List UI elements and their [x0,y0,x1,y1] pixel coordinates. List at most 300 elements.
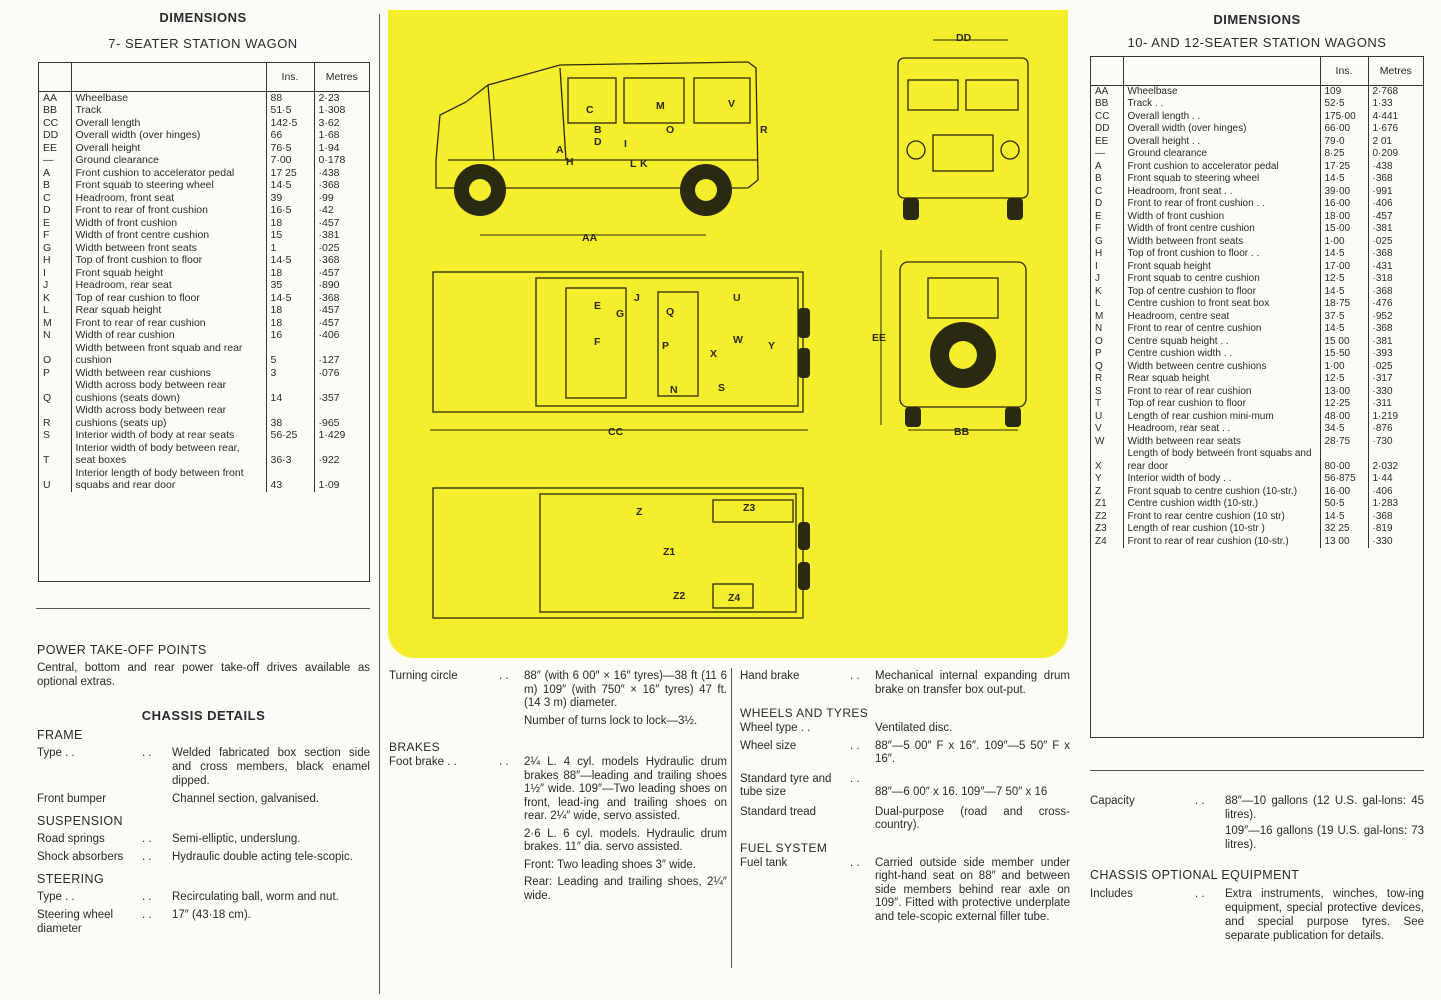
dim-label: Length of rear cushion (10-str ) [1123,523,1320,536]
diagram-label: L [630,158,637,170]
dim-ins: 39 [266,192,314,205]
dim-label: Centre cushion width (10-str.) [1123,498,1320,511]
dim-code: C [1091,186,1123,199]
dim-metres: ·457 [318,304,340,316]
suspension-rows [37,832,370,864]
dim-metres: ·99 [318,191,334,204]
dim-ins: 50·5 [1320,498,1368,511]
dim-label: Rear squab height [71,304,266,317]
dim-ins: 56·25 [266,429,314,442]
diagram-label: N [670,384,678,396]
dim-code: EE [39,142,71,155]
diagram-label: E [594,300,602,312]
dim-code: N [1091,323,1123,336]
dim-code: H [39,254,71,267]
dots: . . [850,772,860,785]
capacity-label: Capacity [1090,795,1135,807]
dots: . . [142,891,152,903]
suspension-head: SUSPENSION [37,814,123,828]
dim-label: Overall length [71,117,266,130]
diagram-label: P [662,340,670,352]
dim-code: P [39,367,71,380]
dim-ins: 43 [266,467,314,492]
diagram-label: G [616,308,625,320]
dim-ins: 14·5 [1320,248,1368,261]
diagram-label: Q [666,306,675,318]
dim-ins: 15 [266,229,314,242]
dots: . . [142,909,152,921]
table-row [39,179,369,192]
dim-code: D [39,204,71,217]
dim-label: Front to rear of centre cushion [1123,323,1320,336]
dim-code: J [39,279,71,292]
diagram-label: Z [636,506,643,518]
tread-value: Dual-purpose (road and cross-country). [875,805,1070,831]
dim-code: Z2 [1091,511,1123,524]
steering-head: STEERING [37,872,105,886]
table-row [1091,536,1423,549]
divider [36,608,370,609]
dim-metres: ·368 [318,179,340,191]
side-view-wheels [454,164,732,216]
dim-code: Q [1091,361,1123,374]
pto-title: POWER TAKE-OFF POINTS [37,643,207,657]
right-dim-table [1090,56,1424,738]
col-metres: Metres [1368,57,1423,85]
dim-ins: 14·5 [266,292,314,305]
dim-metres: 1·308 [318,104,346,116]
dim-label: Headroom, centre seat [1123,311,1320,324]
table-row [1091,348,1423,361]
dim-metres: 1·33 [1372,98,1393,109]
dim-code: G [1091,236,1123,249]
dim-code: — [39,154,71,167]
dim-metres: ·025 [1372,360,1393,372]
dim-ins: 1·00 [1320,361,1368,374]
col-metres: Metres [314,63,369,91]
dim-label: Width of front cushion [1123,211,1320,224]
dim-ins: 175·00 [1320,111,1368,124]
dim-ins: 17·25 [1320,161,1368,174]
dim-code: R [39,404,71,429]
dim-label: Width between centre cushions [1123,361,1320,374]
diagram-label: J [634,292,640,304]
dim-code: B [39,179,71,192]
dim-ins: 18 [266,217,314,230]
dim-label: Centre cushion width . . [1123,348,1320,361]
dim-ins: 14 [266,379,314,404]
diagram-label: Z1 [663,546,676,558]
dim-ins: 18 [266,317,314,330]
table-row [1091,523,1423,536]
dim-ins: 15·00 [1320,223,1368,236]
plan-view-7-seater [433,272,803,412]
dim-metres: ·431 [1372,260,1393,272]
diagram-label: DD [956,32,972,44]
dim-code: CC [39,117,71,130]
dim-metres: ·025 [1372,235,1393,247]
dim-metres: ·457 [1372,210,1393,222]
table-row [1091,373,1423,386]
table-row [39,304,369,317]
dim-metres: ·406 [1372,485,1393,497]
dim-ins: 12·25 [1320,398,1368,411]
steering-rows [37,890,370,936]
dim-label: Overall height . . [1123,136,1320,149]
dim-metres: ·317 [1372,373,1393,384]
diagram-label: W [733,334,743,346]
diagram-label: H [566,156,574,168]
table-row [1091,361,1423,374]
dim-code: A [39,167,71,180]
table-row [39,267,369,280]
table-row [39,292,369,305]
diagram-label: F [594,336,601,348]
dim-ins: 32 25 [1320,523,1368,536]
dim-metres: 1·94 [318,141,340,154]
dim-metres: ·406 [318,329,340,341]
dim-code: DD [39,129,71,142]
table-row [39,429,369,442]
right-dim-title: DIMENSIONS [1213,12,1301,27]
dim-ins: 14·5 [266,179,314,192]
dim-ins: 109 [1320,85,1368,98]
diagram-label: D [594,136,602,148]
column-divider-left [379,14,380,994]
dim-code: DD [1091,123,1123,136]
dim-ins: 14·5 [1320,323,1368,336]
dim-code: CC [1091,111,1123,124]
dim-label: Interior width of body at rear seats [71,429,266,442]
dim-label: Headroom, rear seat . . [1123,423,1320,436]
dim-label: Width between rear seats [1123,436,1320,449]
dim-metres: 0·209 [1372,148,1399,159]
table-row [1091,286,1423,299]
dim-ins: 18 [266,267,314,280]
dim-code: B [1091,173,1123,186]
dim-ins: 8·25 [1320,148,1368,161]
dim-code: T [1091,398,1123,411]
table-row [1091,111,1423,124]
table-row [39,104,369,117]
dim-label: Rear squab height [1123,373,1320,386]
dim-ins: 14·5 [266,254,314,267]
table-row [39,379,369,404]
dim-ins: 48·00 [1320,411,1368,424]
spec-value: Welded fabricated box section side and cross members, black enamel dipped. [172,747,370,787]
dim-metres: ·42 [318,204,334,216]
middle-specs-left [389,670,727,903]
dim-label: Front squab to steering wheel [1123,173,1320,186]
dim-label: Top of rear cushion to floor [71,292,266,305]
hand-brake-label: Hand brake [740,670,800,682]
table-row [39,142,369,155]
wheels-head: WHEELS AND TYRES [740,706,869,720]
dim-code: I [39,267,71,280]
dim-code: L [39,304,71,317]
dim-code: E [1091,211,1123,224]
dim-ins: 39·00 [1320,186,1368,199]
dim-code: Q [39,379,71,404]
dim-code: L [1091,298,1123,311]
dim-label: Front squab to steering wheel [71,179,266,192]
diagram-label: V [728,98,736,110]
dim-ins: 7·00 [266,154,314,167]
dim-label: Front cushion to accelerator pedal [1123,161,1320,174]
dim-metres: ·368 [1372,173,1393,184]
optional-title: CHASSIS OPTIONAL EQUIPMENT [1090,868,1300,882]
wheel-type-value: Ventilated disc. [875,722,953,734]
dim-label: Interior length of body between front squabs and rear door [71,467,266,492]
dim-ins: 13·00 [1320,386,1368,399]
dim-label: Width across body between rear cushions (seats down) [71,379,266,404]
dim-label: Headroom, rear seat [71,279,266,292]
dim-label: Overall width (over hinges) [1123,123,1320,136]
dim-code: N [39,329,71,342]
dim-code: BB [39,104,71,117]
left-dim-subtitle: 7- SEATER STATION WAGON [108,36,298,51]
col-ins: Ins. [266,63,314,91]
dim-ins: 88 [266,91,314,104]
dim-ins: 66·00 [1320,123,1368,136]
dim-code: U [1091,411,1123,424]
dim-label: Front squab to centre cushion (10-str.) [1123,486,1320,499]
dim-metres: 2 01 [1372,135,1392,147]
fuel-tank-label: Fuel tank [740,856,788,869]
dim-metres: ·476 [1372,298,1393,309]
left-dim-title: DIMENSIONS [159,10,247,25]
col-ins: Ins. [1320,57,1368,85]
table-row [39,317,369,330]
dots: . . [142,833,152,845]
diagram-label: Y [768,340,776,352]
dim-ins: 34·5 [1320,423,1368,436]
dim-metres: ·368 [318,291,340,304]
dim-ins: 5 [266,342,314,367]
dim-label: Headroom, front seat [71,192,266,205]
dim-label: Width of front centre cushion [71,229,266,242]
table-row [1091,173,1423,186]
std-tyre-label: Standard tyre and tube size [740,772,832,798]
dim-label: Ground clearance [71,154,266,167]
dim-label: Overall width (over hinges) [71,129,266,142]
dim-ins: 16 [266,329,314,342]
diagram-label: Z4 [728,592,741,604]
dim-ins: 35 [266,279,314,292]
table-row [39,217,369,230]
dim-metres: ·457 [318,216,340,229]
diagram-label: M [656,100,665,112]
dim-metres: ·368 [1372,248,1393,259]
dim-ins: 13 00 [1320,536,1368,549]
table-row [1091,211,1423,224]
table-row [1091,248,1423,261]
table-row [39,192,369,205]
table-row [1091,486,1423,499]
dim-metres: ·876 [1372,423,1393,434]
column-divider-mid [731,668,732,968]
dim-label: Width across body between rear cushions (seats up) [71,404,266,429]
dots: . . [499,756,509,768]
table-row [1091,423,1423,436]
table-row [1091,236,1423,249]
table-row [1091,311,1423,324]
table-row [1091,336,1423,349]
table-row [1091,448,1423,473]
dim-label: Front squab to centre cushion [1123,273,1320,286]
dim-code: J [1091,273,1123,286]
dim-ins: 56·875 [1320,473,1368,486]
dim-code: X [1091,448,1123,473]
capacity-value-2: 109″—16 gallons (19 U.S. gal-lons: 73 litres). [1225,825,1424,851]
dim-ins: 76·5 [266,142,314,155]
dim-label: Length of rear cushion mini-mum [1123,411,1320,424]
table-row [39,154,369,167]
dim-label: Width between rear cushions [71,367,266,380]
spec-value: 17″ (43·18 cm). [172,909,251,921]
table-row [1091,223,1423,236]
dim-metres: 2·23 [318,91,340,104]
diagram-label: S [718,382,726,394]
fuel-head: FUEL SYSTEM [740,840,828,855]
diagram-panel [388,10,1068,658]
table-row [1091,273,1423,286]
table-row [1091,123,1423,136]
dots: . . [850,856,860,869]
spec-label: Shock absorbers [37,851,124,863]
table-row [1091,386,1423,399]
optional-value: Extra instruments, winches, tow-ing equipment, special protective devices, and special purpose tyres. See separate publication for details. [1225,888,1424,942]
dim-code: Z4 [1091,536,1123,549]
diagram-label: EE [872,332,887,344]
dim-code: Z [1091,486,1123,499]
right-dim-subtitle: 10- AND 12-SEATER STATION WAGONS [1127,35,1387,50]
turning-label: Turning circle [389,670,458,682]
dim-ins: 16·5 [266,204,314,217]
spec-row [37,792,370,806]
dim-metres: 1·68 [318,129,340,141]
dim-metres: 1·676 [1372,123,1399,134]
dim-label: Interior width of body . . [1123,473,1320,486]
dim-code: S [1091,386,1123,399]
dim-code: BB [1091,98,1123,111]
dim-code: H [1091,248,1123,261]
hand-brake-value: Mechanical internal expanding drum brake on transfer box out-put. [875,670,1070,696]
left-dim-table [38,62,370,582]
optional-label: Includes [1090,888,1133,900]
dim-ins: 142·5 [266,117,314,130]
dim-metres: ·368 [1372,323,1393,334]
spec-row [37,908,370,936]
dim-metres: ·393 [1372,348,1393,359]
dim-ins: 36·3 [266,442,314,467]
dim-code: T [39,442,71,467]
dim-label: Track . . [1123,98,1320,111]
dim-metres: ·991 [1372,185,1393,197]
chassis-title: CHASSIS DETAILS [141,708,266,723]
dim-metres: ·368 [318,254,340,266]
dim-metres: 2·032 [1372,460,1399,472]
dim-label: Top of rear cushion to floor [1123,398,1320,411]
dim-code: — [1091,148,1123,161]
foot-brake-value-3: Front: Two leading shoes 3″ wide. [524,858,696,871]
wheel-size-value: 88″—5 00″ F x 16″. 109″—5 50″ F x 16″. [875,739,1070,765]
dim-label: Track [71,104,266,117]
dim-label: Headroom, front seat . . [1123,186,1320,199]
table-row [39,229,369,242]
dim-metres: ·438 [1372,160,1393,172]
table-row [39,329,369,342]
dim-code: I [1091,261,1123,274]
dim-code: AA [1091,85,1123,98]
middle-specs-right [740,670,1070,924]
dots: . . [142,851,152,863]
dim-metres: ·311 [1372,398,1392,409]
table-row [1091,261,1423,274]
dim-ins: 79·0 [1320,136,1368,149]
spec-label: Type . . [37,747,75,759]
dim-ins: 16·00 [1320,486,1368,499]
foot-brake-value-2: 2·6 L. 6 cyl. models. Hydraulic drum brakes. 11″ dia. servo assisted. [524,827,727,853]
spec-value: Semi-elliptic, underslung. [172,833,301,845]
dim-metres: ·357 [318,391,340,404]
dim-ins: 80·00 [1320,448,1368,473]
dim-metres: ·406 [1372,198,1393,209]
dim-label: Centre cushion to front seat box [1123,298,1320,311]
dim-label: Front squab height [71,267,266,280]
pto-text: Central, bottom and rear power take-off drives available as optional extras. [37,662,370,688]
dim-code: F [1091,223,1123,236]
dim-metres: ·922 [318,454,340,466]
diagram-label: O [666,124,675,136]
dim-metres: ·457 [318,266,340,279]
frame-rows [37,746,370,806]
frame-head: FRAME [37,728,83,742]
table-row [39,91,369,104]
dim-code: C [39,192,71,205]
dim-metres: ·076 [318,366,340,379]
diagram-label: B [594,124,602,136]
diagram-label: Z2 [673,590,686,602]
dots: . . [850,670,860,682]
dim-ins: 37·5 [1320,311,1368,324]
dim-metres: ·381 [318,229,340,241]
diagram-label: BB [954,426,970,438]
dim-label: Overall length . . [1123,111,1320,124]
table-row [1091,148,1423,161]
diagram-label: U [733,292,741,304]
dim-metres: ·730 [1372,435,1393,447]
diagram-label: K [640,158,648,170]
dim-metres: ·330 [1372,385,1393,397]
dim-ins: 15 00 [1320,336,1368,349]
table-row [1091,161,1423,174]
dim-code: G [39,242,71,255]
diagram-label: AA [582,232,598,244]
diagram-label: I [624,138,627,150]
table-row [39,254,369,267]
front-view [898,58,1028,198]
turns-lock-value: Number of turns lock to lock—3½. [524,714,698,727]
diagram-label: X [710,348,718,360]
dim-ins: 51·5 [266,104,314,117]
dim-ins: 14·5 [1320,286,1368,299]
dim-metres: ·381 [1372,335,1393,347]
dim-label: Length of body between front squabs and rear door [1123,448,1320,473]
dim-code: E [39,217,71,230]
dim-ins: 66 [266,129,314,142]
dim-label: Width between front seats [71,242,266,255]
